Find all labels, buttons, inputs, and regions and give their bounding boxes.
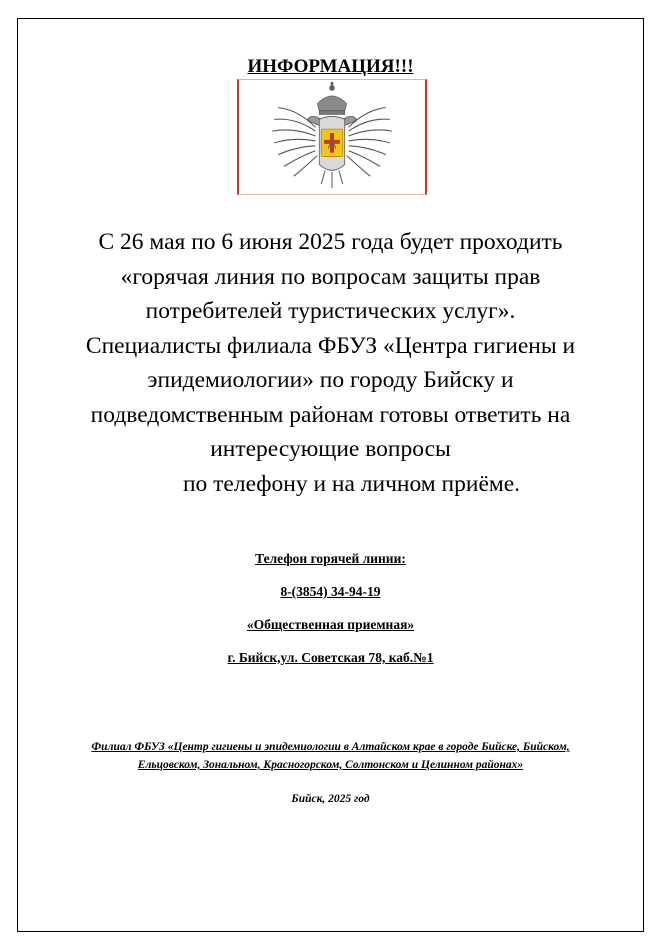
document-page xyxy=(17,18,644,932)
hotline-label: Телефон горячей линии: xyxy=(255,551,406,566)
contacts-block xyxy=(18,548,643,680)
announcement-text xyxy=(18,225,643,501)
reception-address: г. Бийск,ул. Советская 78, каб.№1 xyxy=(227,650,434,665)
reception-label: «Общественная приемная» xyxy=(246,617,415,632)
organization-line: Филиал ФБУЗ «Центр гигиены и эпидемиологии в Алтайском крае в городе Бийске, Бийском, xyxy=(91,741,570,753)
hotline-phone: 8-(3854) 34-94-19 xyxy=(280,584,381,599)
announcement-line: «горячая линия по вопросам защиты прав xyxy=(120,263,541,290)
announcement-line: Специалисты филиала ФБУЗ «Центра гигиены и xyxy=(85,332,576,359)
page-title: ИНФОРМАЦИЯ!!! xyxy=(247,56,414,77)
announcement-line: потребителей туристических услуг». xyxy=(145,298,516,324)
announcement-line: по телефону и на личном приёме. xyxy=(182,470,521,497)
announcement-line: С 26 мая по 6 июня 2025 года будет проходить xyxy=(98,229,563,255)
organization-line: Ельцовском, Зональном, Красногорском, Солтонском и Целинном районах» xyxy=(137,759,524,771)
announcement-line: подведомственным районам готовы ответить на xyxy=(90,401,571,428)
announcement-line: интересующие вопросы xyxy=(210,436,451,462)
footer-block xyxy=(18,738,643,808)
announcement-line: эпидемиологии» по городу Бийску и xyxy=(147,367,514,393)
place-year: Бийск, 2025 год xyxy=(291,793,370,805)
emblem-frame xyxy=(237,79,427,195)
rospotrebnadzor-emblem-icon xyxy=(239,80,425,194)
